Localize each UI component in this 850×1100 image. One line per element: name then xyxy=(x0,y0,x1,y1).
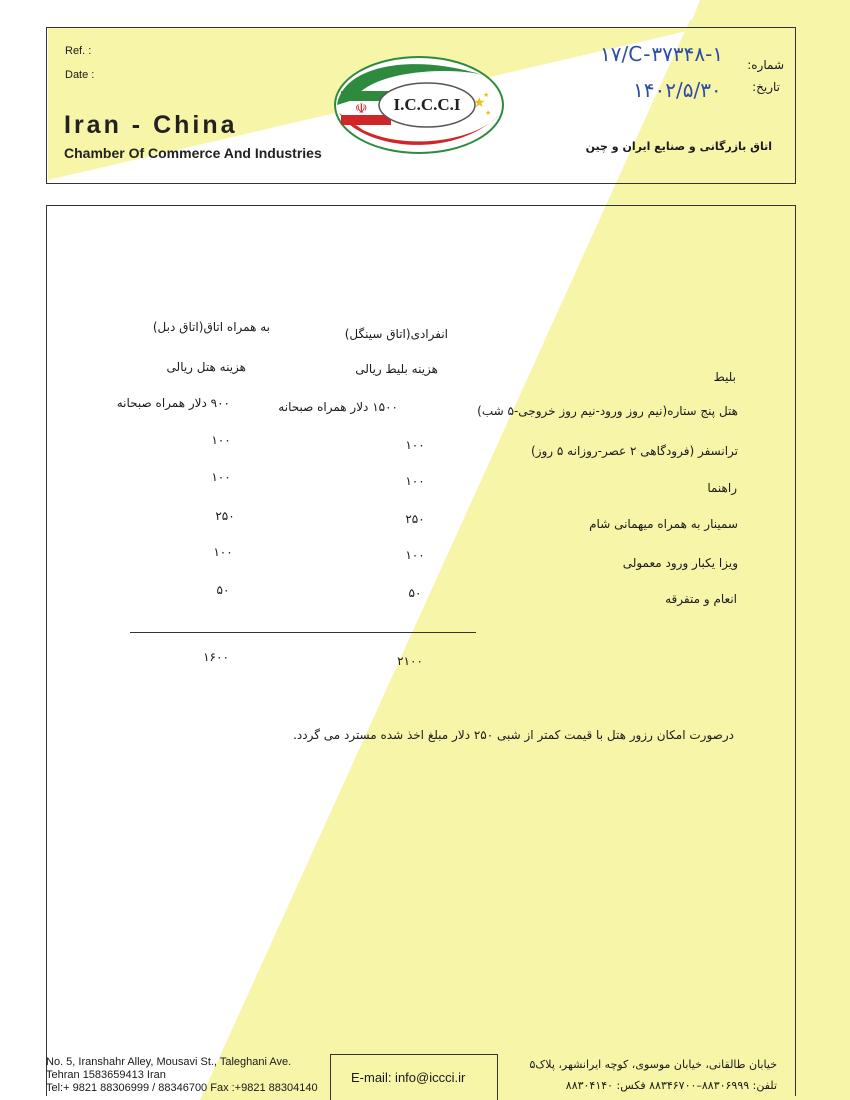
row-double-visa: ۱۰۰ xyxy=(213,545,233,559)
svg-text:☫: ☫ xyxy=(355,101,368,117)
row-single-visa: ۱۰۰ xyxy=(405,548,425,562)
row-double-hotel: ۹۰۰ دلار همراه صبحانه xyxy=(116,396,230,410)
row-double-transfer: ۱۰۰ xyxy=(211,433,231,447)
row-double-seminar: ۲۵۰ xyxy=(215,509,235,523)
row-label-hotel: هتل پنج ستاره(نیم روز ورود-نیم روز خروجی-۵ شب) xyxy=(477,404,738,418)
row-label-ticket: بلیط xyxy=(713,370,736,384)
col-double-sub: هزینه هتل ریالی xyxy=(166,360,246,374)
row-single-tips: ۵۰ xyxy=(408,586,422,600)
handwritten-number: ۱۷/C-۳۷۳۴۸-۱ xyxy=(600,42,724,66)
total-single: ۲۱۰۰ xyxy=(397,654,423,668)
handwritten-date: ۱۴۰۲/۵/۳۰ xyxy=(633,78,722,102)
row-label-guide: راهنما xyxy=(707,481,737,495)
svg-text:★: ★ xyxy=(473,95,486,111)
email-box xyxy=(330,1054,498,1100)
svg-text:★: ★ xyxy=(483,91,490,99)
ref-label: Ref. : xyxy=(65,45,92,57)
footer-address-en-1: No. 5, Iranshahr Alley, Mousavi St., Taleghani Ave. xyxy=(46,1056,292,1068)
row-double-tips: ۵۰ xyxy=(216,583,230,597)
footer-address-en-2: Tehran 1583659413 Iran xyxy=(46,1069,166,1081)
row-label-visa: ویزا یکبار ورود معمولی xyxy=(622,556,738,570)
logo-text: I.C.C.C.I xyxy=(393,95,461,114)
col-double-header: به همراه اتاق(اتاق دبل) xyxy=(152,320,270,334)
footer-address-fa-1: خیابان طالقانی، خیابان موسوی، کوچه ایرانشهر، پلاک۵ xyxy=(529,1058,777,1071)
svg-text:★: ★ xyxy=(485,109,492,117)
row-label-seminar: سمینار به همراه میهمانی شام xyxy=(589,517,738,531)
date-label: Date : xyxy=(65,69,95,81)
col-single-sub: هزینه بلیط ریالی xyxy=(355,362,438,376)
org-name-fa: اتاق بازرگانی و صنایع ایران و چین xyxy=(585,140,772,153)
refund-note: درصورت امکان رزور هتل با قیمت کمتر از شبی ۲۵۰ دلار مبلغ اخذ شده مسترد می گردد. xyxy=(293,728,734,742)
brand-title: Iran - China xyxy=(64,111,238,139)
col-single-header: انفرادی(اتاق سینگل) xyxy=(344,327,448,341)
footer-address-fa-2: تلفن: ۸۸۳۰۶۹۹۹–۸۸۳۴۶۷۰۰ فکس: ۸۸۳۰۴۱۴۰ xyxy=(565,1079,777,1092)
row-single-hotel: ۱۵۰۰ دلار همراه صبحانه xyxy=(278,400,398,414)
row-single-seminar: ۲۵۰ xyxy=(405,512,425,526)
row-label-transfer: ترانسفر (فرودگاهی ۲ عصر-روزانه ۵ روز) xyxy=(531,444,738,458)
row-label-tips: انعام و متفرقه xyxy=(665,592,737,606)
row-single-transfer: ۱۰۰ xyxy=(405,438,425,452)
brand-subtitle: Chamber Of Commerce And Industries xyxy=(64,145,322,161)
number-label: شماره: xyxy=(747,58,784,72)
row-single-guide: ۱۰۰ xyxy=(405,474,425,488)
footer-email: E-mail: info@iccci.ir xyxy=(351,1070,466,1085)
row-double-guide: ۱۰۰ xyxy=(211,470,231,484)
totals-divider xyxy=(130,632,476,633)
total-double: ۱۶۰۰ xyxy=(203,650,229,664)
footer-address-en-3: Tel:+ 9821 88306999 / 88346700 Fax :+9821 88304140 xyxy=(46,1082,318,1094)
date-label-fa: تاریخ: xyxy=(752,80,780,94)
iccci-logo xyxy=(333,55,505,155)
